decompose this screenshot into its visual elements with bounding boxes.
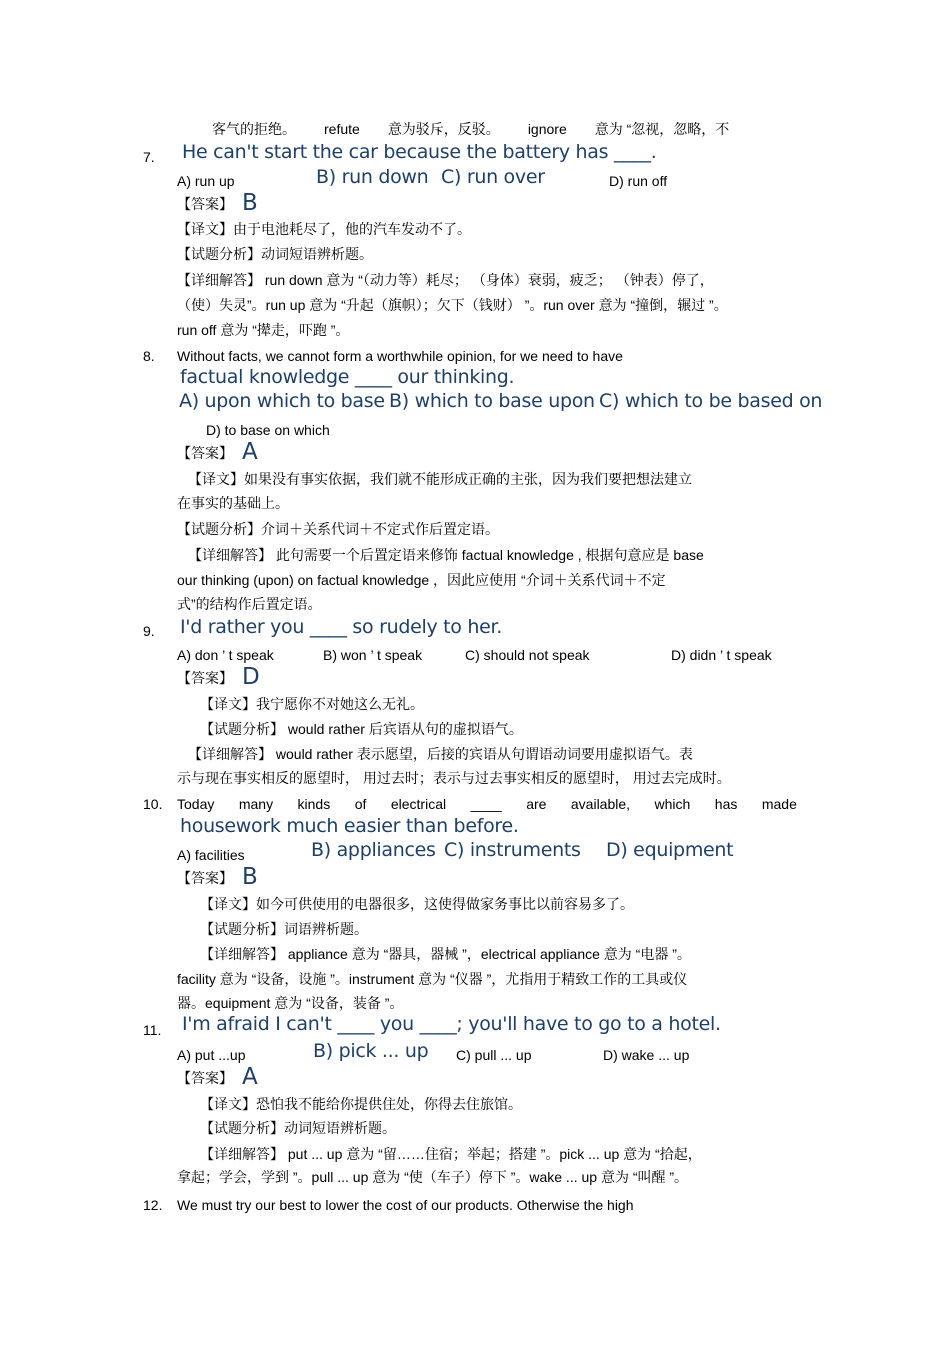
detail-line: 拿起；学会，学到 ”。pull ... up 意为 “使（车子）停下 ”。wake ... up 意为 “叫醒 ”。 xyxy=(177,1169,689,1185)
question-stem-continued: housework much easier than before. xyxy=(180,815,519,837)
detail-line: 【详细解答】 此句需要一个后置定语来修饰 factual knowledge , 根据句意应是 base xyxy=(188,547,704,563)
answer-letter: A xyxy=(242,439,258,465)
answer-label: 【答案】 xyxy=(177,1070,233,1086)
detail-line: 【详细解答】 would rather 表示愿望，后接的宾语从句谓语动词要用虚拟语气。表 xyxy=(188,746,693,762)
option-c: C) instruments xyxy=(444,839,581,861)
stem-word: Today xyxy=(177,796,215,812)
detail-line: facility 意为 “设备，设施 ”。instrument 意为 “仪器 ”，尤指用于精致工作的工具或仪 xyxy=(177,971,688,987)
analysis: 【试题分析】 would rather 后宾语从句的虚拟语气。 xyxy=(200,721,523,737)
option-c: C) should not speak xyxy=(465,647,590,663)
option-d: D) to base on which xyxy=(206,422,330,438)
option-a: A) facilities xyxy=(177,847,245,863)
analysis: 【试题分析】介词＋关系代词＋不定式作后置定语。 xyxy=(177,521,499,537)
answer-label: 【答案】 xyxy=(177,670,233,686)
option-d: D) didn ’ t speak xyxy=(671,647,772,663)
question-stem: I'd rather you ____ so rudely to her. xyxy=(180,616,502,638)
detail-line: 【详细解答】 put ... up 意为 “留……住宿；举起；搭建 ”。pick ... up 意为 “拾起， xyxy=(200,1146,702,1162)
option-b: B) which to base upon xyxy=(389,390,595,412)
option-d: D) equipment xyxy=(606,839,734,861)
option-a: A) don ’ t speak xyxy=(177,647,274,663)
analysis: 【试题分析】动词短语辨析题。 xyxy=(177,246,373,262)
question-stem: I'm afraid I can't ____ you ____; you'll have to go to a hotel. xyxy=(182,1013,721,1035)
option-b: B) pick ... up xyxy=(313,1040,429,1062)
question-number: 9. xyxy=(143,623,155,639)
answer-label: 【答案】 xyxy=(177,870,233,886)
option-c: C) run over xyxy=(441,166,545,188)
translation: 【译文】如果没有事实依据，我们就不能形成正确的主张，因为我们要把想法建立 xyxy=(188,471,692,487)
analysis: 【试题分析】动词短语辨析题。 xyxy=(200,1120,396,1136)
answer-letter: B xyxy=(242,190,258,216)
option-b: B) won ’ t speak xyxy=(323,647,423,663)
question-number: 10. xyxy=(143,796,163,812)
stem-blank: ____ xyxy=(470,796,502,812)
option-a: A) put ...up xyxy=(177,1047,246,1063)
stem-word: are xyxy=(526,796,547,812)
translation: 【译文】如今可供使用的电器很多，这使得做家务事比以前容易多了。 xyxy=(200,896,634,912)
detail-line: 示与现在事实相反的愿望时， 用过去时；表示与过去事实相反的愿望时， 用过去完成时。 xyxy=(177,770,731,786)
detail-line: run off 意为 “撵走，吓跑 ”。 xyxy=(177,322,350,338)
detail-line: 式”的结构作后置定语。 xyxy=(177,596,322,612)
translation: 【译文】恐怕我不能给你提供住处，你得去住旅馆。 xyxy=(200,1096,522,1112)
question-number: 11. xyxy=(143,1022,162,1038)
translation: 【译文】我宁愿你不对她这么无礼。 xyxy=(200,696,424,712)
stem-word: kinds xyxy=(297,796,331,812)
option-d: D) run off xyxy=(609,173,668,189)
question-stem-continued: factual knowledge ____ our thinking. xyxy=(180,366,515,388)
detail-line: 【详细解答】 run down 意为 “（动力等）耗尽； （身体）衰弱，疲乏； （钟表）停了， xyxy=(177,272,714,288)
option-c: C) which to be based on xyxy=(599,390,823,412)
option-a: A) upon which to base xyxy=(179,390,385,412)
option-a: A) run up xyxy=(177,173,235,189)
translation: 在事实的基础上。 xyxy=(177,495,289,511)
detail-line: （使）失灵”。run up 意为 “升起（旗帜）；欠下（钱财） ”。run over 意为 “撞倒，辗过 ”。 xyxy=(177,297,728,313)
stem-word: made xyxy=(761,796,797,812)
stem-word: has xyxy=(714,796,738,812)
stem-word: many xyxy=(238,796,274,812)
answer-label: 【答案】 xyxy=(177,196,233,212)
question-stem: Without facts, we cannot form a worthwhile opinion, for we need to have xyxy=(177,348,623,364)
carryover-text-3: 意为 “忽视，忽略，不 xyxy=(594,121,730,137)
answer-letter: B xyxy=(242,864,258,890)
question-number: 7. xyxy=(143,149,155,165)
stem-word: electrical xyxy=(390,796,447,812)
option-b: B) appliances xyxy=(311,839,436,861)
question-number: 12. xyxy=(143,1197,163,1213)
question-number: 8. xyxy=(143,348,155,364)
stem-word: of xyxy=(354,796,367,812)
answer-label: 【答案】 xyxy=(177,445,233,461)
carryover-word-ignore: ignore xyxy=(527,121,567,137)
option-c: C) pull ... up xyxy=(456,1047,532,1063)
answer-letter: D xyxy=(242,664,260,690)
translation: 【译文】由于电池耗尽了，他的汽车发动不了。 xyxy=(177,221,471,237)
carryover-line xyxy=(212,121,729,138)
question-stem xyxy=(177,796,797,813)
stem-word: available, xyxy=(570,796,631,812)
option-d: D) wake ... up xyxy=(603,1047,690,1063)
analysis: 【试题分析】词语辨析题。 xyxy=(200,921,368,937)
detail-line: our thinking (upon) on factual knowledge ，因此应使用 “介词＋关系代词＋不定 xyxy=(177,572,666,588)
carryover-text-1: 客气的拒绝。 xyxy=(212,121,296,137)
stem-word: which xyxy=(654,796,691,812)
detail-line: 【详细解答】 appliance 意为 “器具，器械 ”，electrical appliance 意为 “电器 ”。 xyxy=(200,946,691,962)
carryover-word-refute: refute xyxy=(324,121,360,137)
question-stem: He can't start the car because the battery has ____. xyxy=(182,141,657,163)
carryover-text-2: 意为驳斥，反驳。 xyxy=(387,121,500,137)
question-stem: We must try our best to lower the cost of our products. Otherwise the high xyxy=(177,1197,634,1213)
option-b: B) run down xyxy=(316,166,429,188)
answer-letter: A xyxy=(242,1064,258,1090)
detail-line: 器。equipment 意为 “设备，装备 ”。 xyxy=(177,995,404,1011)
